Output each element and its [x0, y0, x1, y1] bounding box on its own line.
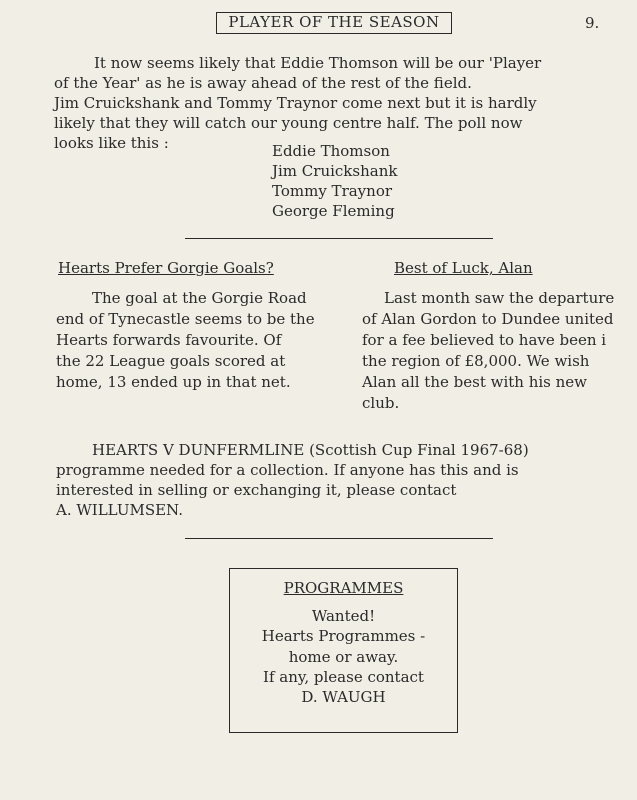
left-column-line: home, 13 ended up in that net.	[56, 373, 291, 391]
notice-line-1: HEARTS V DUNFERMLINE (Scottish Cup Final 1967-68)	[92, 441, 529, 459]
right-column-line: of Alan Gordon to Dundee united	[362, 310, 614, 328]
programmes-box	[229, 568, 458, 733]
left-column-line: end of Tynecastle seems to be the	[56, 310, 315, 328]
programmes-line: If any, please contact	[263, 668, 424, 686]
right-column-line: for a fee believed to have been i	[362, 331, 607, 349]
intro-line-2: of the Year' as he is away ahead of the rest of the field.	[54, 74, 472, 92]
poll-item: Eddie Thomson	[272, 142, 390, 160]
programmes-line: Wanted!	[311, 607, 376, 625]
programmes-heading: PROGRAMMES	[283, 579, 404, 597]
left-column-line: Hearts forwards favourite. Of	[56, 331, 282, 349]
divider	[185, 538, 493, 539]
intro-line-3: Jim Cruickshank and Tommy Traynor come next but it is hardly	[54, 94, 537, 112]
left-column-line: The goal at the Gorgie Road	[92, 289, 307, 307]
programmes-line: home or away.	[288, 648, 399, 666]
page-number: 9.	[585, 14, 600, 32]
notice-line-2: programme needed for a collection. If anyone has this and is	[56, 461, 519, 479]
right-column-line: the region of £8,000. We wish	[362, 352, 590, 370]
poll-item: George Fleming	[272, 202, 395, 220]
programmes-line: Hearts Programmes -	[261, 627, 426, 645]
left-column-line: the 22 League goals scored at	[56, 352, 286, 370]
right-column-heading: Best of Luck, Alan	[394, 259, 533, 277]
right-column-line: club.	[362, 394, 400, 412]
notice-contact: A. WILLUMSEN.	[56, 501, 183, 519]
page-title: PLAYER OF THE SEASON	[216, 12, 452, 34]
right-column-line: Last month saw the departure	[384, 289, 615, 307]
poll-item: Tommy Traynor	[272, 182, 393, 200]
poll-item: Jim Cruickshank	[272, 162, 398, 180]
notice-line-3: interested in selling or exchanging it, please contact	[56, 481, 457, 499]
divider	[185, 238, 493, 239]
intro-line-1: It now seems likely that Eddie Thomson will be our 'Player	[94, 54, 542, 72]
right-column-line: Alan all the best with his new	[362, 373, 588, 391]
programmes-contact: D. WAUGH	[301, 688, 386, 706]
intro-line-4: likely that they will catch our young centre half. The poll now	[54, 114, 523, 132]
intro-line-5: looks like this :	[54, 134, 169, 152]
left-column-heading: Hearts Prefer Gorgie Goals?	[58, 259, 274, 277]
